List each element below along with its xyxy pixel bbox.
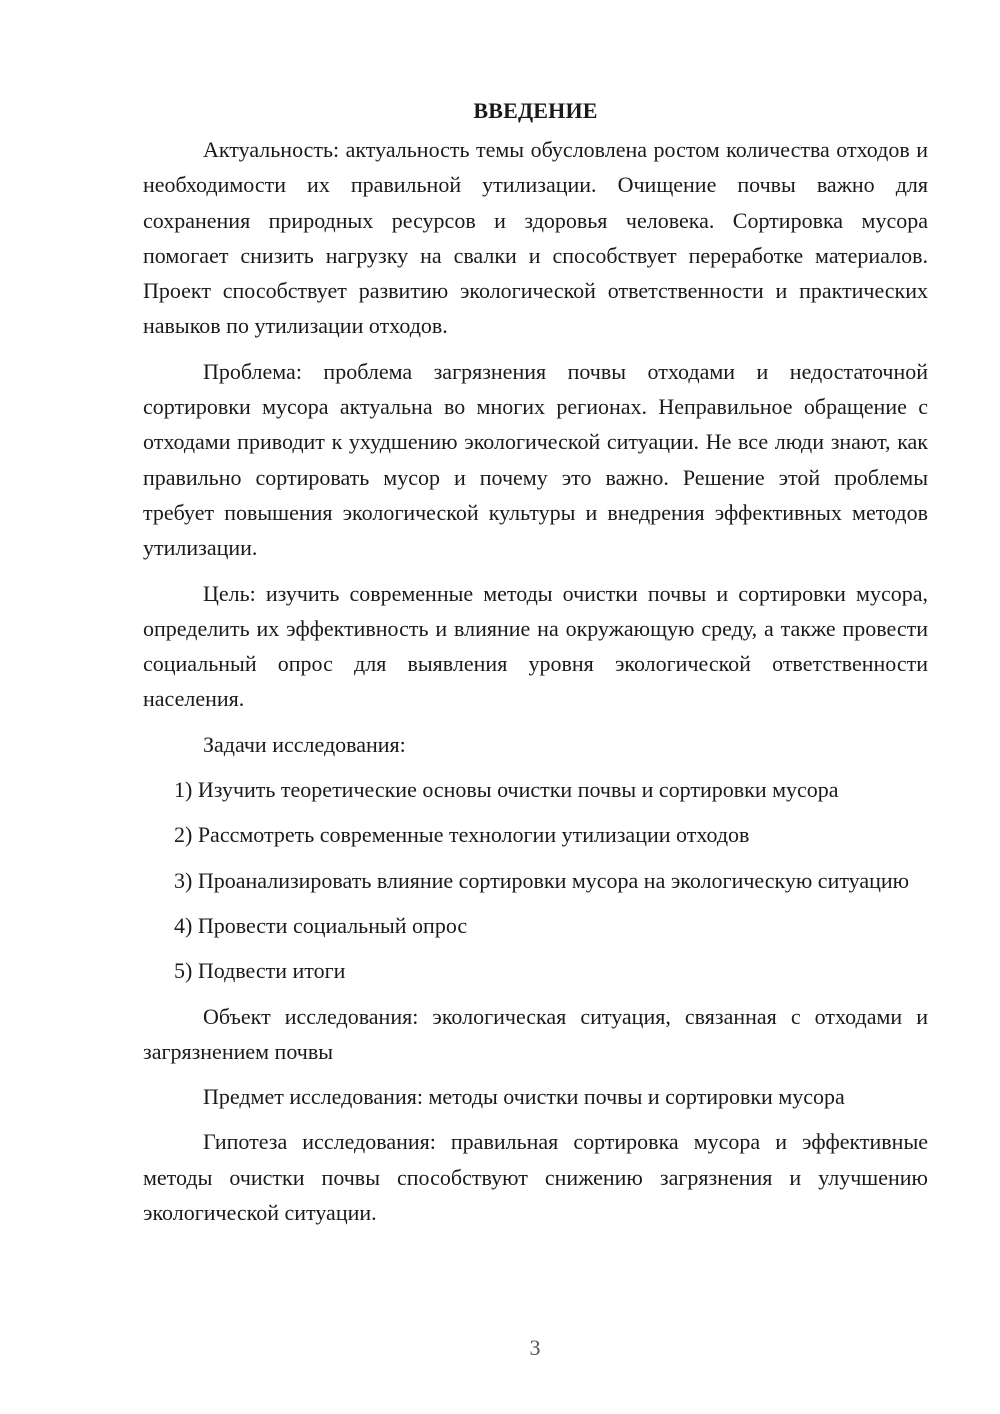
page-content <box>143 94 928 1240</box>
tasks-heading: Задачи исследования: <box>203 731 406 757</box>
goal-paragraph: Цель: изучить современные методы очистки почвы и сортировки мусора, определить их эффективность и влияние на окружающую среду, а также провести социальный опрос для выявления уровня экологической ответственности населения. <box>143 580 928 712</box>
task-item-5: 5) Подвести итоги <box>174 958 346 984</box>
page-title: ВВЕДЕНИЕ <box>473 98 598 123</box>
object-paragraph: Объект исследования: экологическая ситуация, связанная с отходами и загрязнением почвы <box>143 1003 928 1064</box>
task-item-4: 4) Провести социальный опрос <box>174 912 468 938</box>
relevance-paragraph: Актуальность: актуальность темы обусловлена ростом количества отходов и необходимости их правильной утилизации. Очищение почвы важно для сохранения природных ресурсов и здоровья человека. Сортировка мусора помогает снизить нагрузку на свалки и способствует переработке материалов. Проект способствует развитию экологической ответственности и практических навыков по утилизации отходов. <box>143 137 928 339</box>
subject-paragraph: Предмет исследования: методы очистки почвы и сортировки мусора <box>203 1084 845 1110</box>
task-item-1: 1) Изучить теоретические основы очистки почвы и сортировки мусора <box>174 777 839 803</box>
page-number: 3 <box>529 1335 541 1360</box>
hypothesis-paragraph: Гипотеза исследования: правильная сортировка мусора и эффективные методы очистки почвы способствуют снижению загрязнения и улучшению экологической ситуации. <box>143 1129 928 1226</box>
problem-paragraph: Проблема: проблема загрязнения почвы отходами и недостаточной сортировки мусора актуальна во многих регионах. Неправильное обращение с отходами приводит к ухудшению экологической ситуации. Не все люди знают, как правильно сортировать мусор и почему это важно. Решение этой проблемы требует повышения экологической культуры и внедрения эффективных методов утилизации. <box>143 358 928 561</box>
task-item-2: 2) Рассмотреть современные технологии утилизации отходов <box>174 822 750 848</box>
task-item-3: 3) Проанализировать влияние сортировки мусора на экологическую ситуацию <box>174 867 910 893</box>
